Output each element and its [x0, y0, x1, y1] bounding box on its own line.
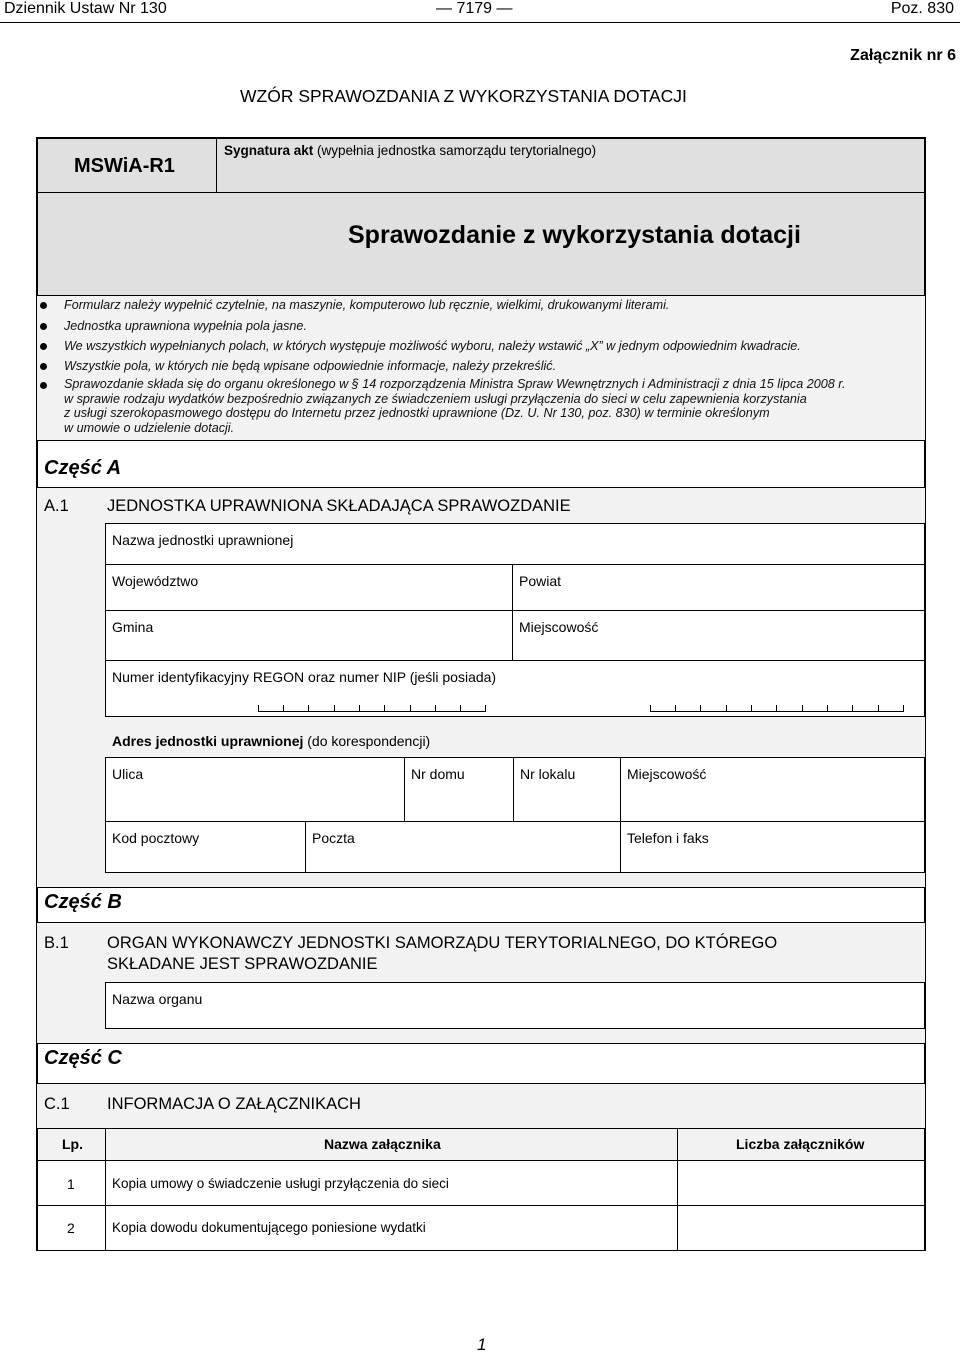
- page-number-top: — 7179 —: [436, 0, 513, 17]
- county-label: Powiat: [519, 573, 562, 589]
- postcode-label: Kod pocztowy: [112, 830, 200, 846]
- organ-name-field[interactable]: [105, 982, 925, 1029]
- header-count-label: Liczba załączników: [736, 1136, 865, 1152]
- unit-name-field[interactable]: [105, 523, 925, 565]
- form-code-box: [37, 138, 217, 193]
- flat-number-field[interactable]: [513, 757, 621, 822]
- bullet-icon: [40, 323, 47, 330]
- attachment-label: Załącznik nr 6: [850, 47, 956, 64]
- flat-number-label: Nr lokalu: [520, 766, 576, 782]
- page-footer-number: 1: [477, 1335, 487, 1354]
- locality-field[interactable]: [512, 610, 925, 661]
- table-header-lp: [37, 1128, 106, 1161]
- table-header-count: [677, 1128, 925, 1161]
- commune-field[interactable]: [105, 610, 513, 661]
- voivodeship-label: Województwo: [112, 573, 199, 589]
- form-code: MSWiA-R1: [74, 155, 175, 177]
- row-2-lp: 2: [67, 1220, 75, 1236]
- header-lp-label: Lp.: [62, 1136, 83, 1152]
- signature-label: Sygnatura akt: [224, 143, 314, 158]
- part-b-title: Część B: [44, 891, 122, 913]
- bullet-icon: [40, 343, 47, 350]
- locality-label: Miejscowość: [519, 619, 599, 635]
- bullet-icon: [40, 363, 47, 370]
- section-a1-title: JEDNOSTKA UPRAWNIONA SKŁADAJĄCA SPRAWOZDANIE: [107, 497, 571, 515]
- divider: [37, 922, 925, 923]
- instruction-5-cont-3: w umowie o udzielenie dotacji.: [64, 421, 235, 435]
- table-row: [37, 1160, 106, 1206]
- row-1-count-field[interactable]: [677, 1160, 925, 1206]
- section-b1-number: B.1: [44, 934, 69, 952]
- phone-fax-label: Telefon i faks: [627, 830, 709, 846]
- address-label: Adres jednostki uprawnionej: [112, 733, 304, 749]
- table-row: [37, 1205, 106, 1251]
- row-2-name: Kopia dowodu dokumentującego poniesione wydatki: [112, 1220, 426, 1235]
- street-field[interactable]: [105, 757, 405, 822]
- instruction-5-cont-1: w sprawie rodzaju wydatków bezpośrednio związanych ze świadczeniem usługi przyłączenia do sieci w celu zapewnienia korzystania: [64, 392, 807, 406]
- instruction-1: Formularz należy wypełnić czytelnie, na maszynie, komputerowo lub ręcznie, wielkimi, drukowanymi literami.: [64, 298, 670, 312]
- divider: [37, 487, 925, 488]
- document-title: WZÓR SPRAWOZDANIA Z WYKORZYSTANIA DOTACJI: [240, 86, 687, 106]
- signature-note: (wypełnia jednostka samorządu terytorialnego): [313, 143, 597, 158]
- post-office-label: Poczta: [312, 830, 355, 846]
- regon-nip-label: Numer identyfikacyjny REGON oraz numer NIP (jeśli posiada): [112, 669, 497, 685]
- phone-fax-field[interactable]: [620, 821, 925, 873]
- report-title: Sprawozdanie z wykorzystania dotacji: [348, 221, 801, 249]
- address-locality-field[interactable]: [620, 757, 925, 822]
- bullet-icon: [40, 302, 47, 309]
- row-1-name: Kopia umowy o świadczenie usługi przyłączenia do sieci: [112, 1176, 449, 1191]
- section-b1-title-line2: SKŁADANE JEST SPRAWOZDANIE: [107, 955, 378, 973]
- header-rule: [0, 22, 960, 23]
- table-header-name: [105, 1128, 678, 1161]
- section-c1-title: INFORMACJA O ZAŁĄCZNIKACH: [107, 1095, 361, 1113]
- postcode-field[interactable]: [105, 821, 306, 873]
- nip-digit-boxes[interactable]: [650, 705, 904, 712]
- instruction-2: Jednostka uprawniona wypełnia pola jasne.: [64, 319, 307, 333]
- divider: [37, 1043, 925, 1044]
- instruction-3: We wszystkich wypełnianych polach, w których występuje możliwość wyboru, należy wstawić „X” w jednym odpowiednim kwadracie.: [64, 339, 801, 353]
- street-label: Ulica: [112, 766, 144, 782]
- house-number-label: Nr domu: [411, 766, 465, 782]
- divider: [37, 1083, 925, 1084]
- part-c-title: Część C: [44, 1047, 122, 1069]
- organ-name-label: Nazwa organu: [112, 991, 203, 1007]
- house-number-field[interactable]: [404, 757, 514, 822]
- header-name-label: Nazwa załącznika: [324, 1136, 441, 1152]
- divider: [37, 440, 925, 441]
- instruction-5: Sprawozdanie składa się do organu określonego w § 14 rozporządzenia Ministra Spraw Wewnętrznych i Administracji z dnia 15 lipca 2008 r.: [64, 377, 846, 391]
- instruction-4: Wszystkie pola, w których nie będą wpisane odpowiednie informacje, należy przekreślić.: [64, 359, 557, 373]
- row-1-lp: 1: [67, 1176, 75, 1192]
- section-c1-number: C.1: [44, 1095, 70, 1113]
- section-b1-title-line1: ORGAN WYKONAWCZY JEDNOSTKI SAMORZĄDU TERYTORIALNEGO, DO KTÓREGO: [107, 934, 778, 952]
- section-a1-number: A.1: [44, 497, 69, 515]
- row-2-count-field[interactable]: [677, 1205, 925, 1251]
- county-field[interactable]: [512, 564, 925, 611]
- part-a-title: Część A: [44, 457, 122, 479]
- voivodeship-field[interactable]: [105, 564, 513, 611]
- table-row: [105, 1160, 678, 1206]
- bullet-icon: [40, 382, 47, 389]
- address-note: (do korespondencji): [303, 733, 431, 749]
- position-label: Poz. 830: [890, 0, 954, 17]
- journal-label: Dziennik Ustaw Nr 130: [4, 0, 167, 17]
- regon-digit-boxes[interactable]: [258, 705, 486, 712]
- instruction-5-cont-2: z usługi szerokopasmowego dostępu do Internetu przez jednostki uprawnione (Dz. U. Nr 130, poz. 830) w terminie określonym: [64, 406, 770, 420]
- address-locality-label: Miejscowość: [627, 766, 707, 782]
- table-row: [105, 1205, 678, 1251]
- commune-label: Gmina: [112, 619, 154, 635]
- report-title-box: [37, 192, 925, 296]
- signature-field[interactable]: [216, 138, 925, 193]
- divider: [37, 887, 925, 888]
- post-office-field[interactable]: [305, 821, 621, 873]
- unit-name-label: Nazwa jednostki uprawnionej: [112, 532, 294, 548]
